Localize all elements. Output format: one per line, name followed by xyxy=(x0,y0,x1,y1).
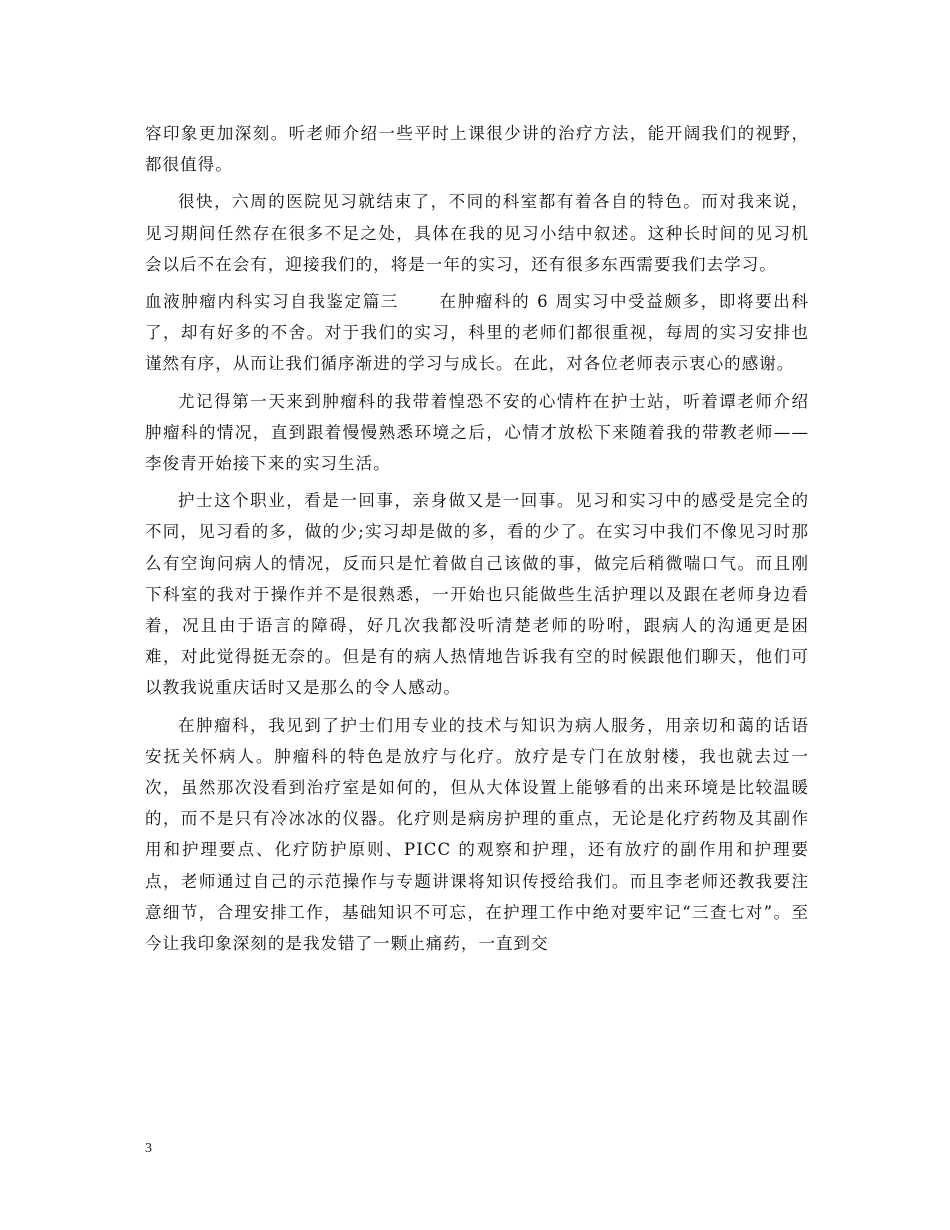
paragraph-oncology-dept: 在肿瘤科，我见到了护士们用专业的技术与知识为病人服务，用亲切和蔼的话语安抚关怀病人。肿瘤科的特色是放疗与化疗。放疗是专门在放射楼，我也就去过一次，虽然那次没看到治疗室是如何的，但从大体设置上能够看的出来环境是比较温暖的，而不是只有冷冰冰的仪器。化疗则是病房护理的重点，无论是化疗药物及其副作用和护理要点、化疗防护原则、PICC 的观察和护理，还有放疗的副作用和护理要点，老师通过自己的示范操作与专题讲课将知识传授给我们。而且李老师还教我要注意细节，合理安排工作，基础知识不可忘，在护理工作中绝对要牢记“三查七对”。至今让我印象深刻的是我发错了一颗止痛药，一直到交 xyxy=(145,715,809,954)
page-number: 3 xyxy=(145,1141,152,1156)
paragraph-continued: 容印象更加深刻。听老师介绍一些平时上课很少讲的治疗方法，能开阔我们的视野，都很值得。 xyxy=(145,124,809,175)
section-intro: 在肿瘤科的 6 周实习中受益颇多，即将要出科了，却有好多的不舍。对于我们的实习，科里的老师们都很重视，每周的实习安排也谨然有序，从而让我们循序渐进的学习与成长。在此，对各位老师表示衷心的感谢。 xyxy=(145,292,809,374)
section-heading: 血液肿瘤内科实习自我鉴定篇三 xyxy=(145,292,399,312)
paragraph-nursing-career: 护士这个职业，看是一回事，亲身做又是一回事。见习和实习中的感受是完全的不同，见习看的多，做的少;实习却是做的多，看的少了。在实习中我们不像见习时那么有空询问病人的情况，反而只是忙着做自己该做的事，做完后稍微喘口气。而且刚下科室的我对于操作并不是很熟悉，一开始也只能做些生活护理以及跟在老师身边看着，况且由于语言的障碍，好几次我都没听清楚老师的吩咐，跟病人的沟通更是困难，对此觉得挺无奈的。但是有的病人热情地告诉我有空的时候跟他们聊天，他们可以教我说重庆话时又是那么的令人感动。 xyxy=(145,491,809,698)
section-heading-paragraph xyxy=(145,286,809,380)
document-body xyxy=(145,118,809,965)
paragraph-first-day: 尤记得第一天来到肿瘤科的我带着惶恐不安的心情杵在护士站，听着谭老师介绍肿瘤科的情况，直到跟着慢慢熟悉环境之后，心情才放松下来随着我的带教老师——李俊青开始接下来的实习生活。 xyxy=(145,391,809,474)
paragraph-conclusion: 很快，六周的医院见习就结束了，不同的科室都有着各自的特色。而对我来说，见习期间任然存在很多不足之处，具体在我的见习小结中叙述。这种长时间的见习机会以后不在会有，迎接我们的，将是一年的实习，还有很多东西需要我们去学习。 xyxy=(145,192,809,274)
